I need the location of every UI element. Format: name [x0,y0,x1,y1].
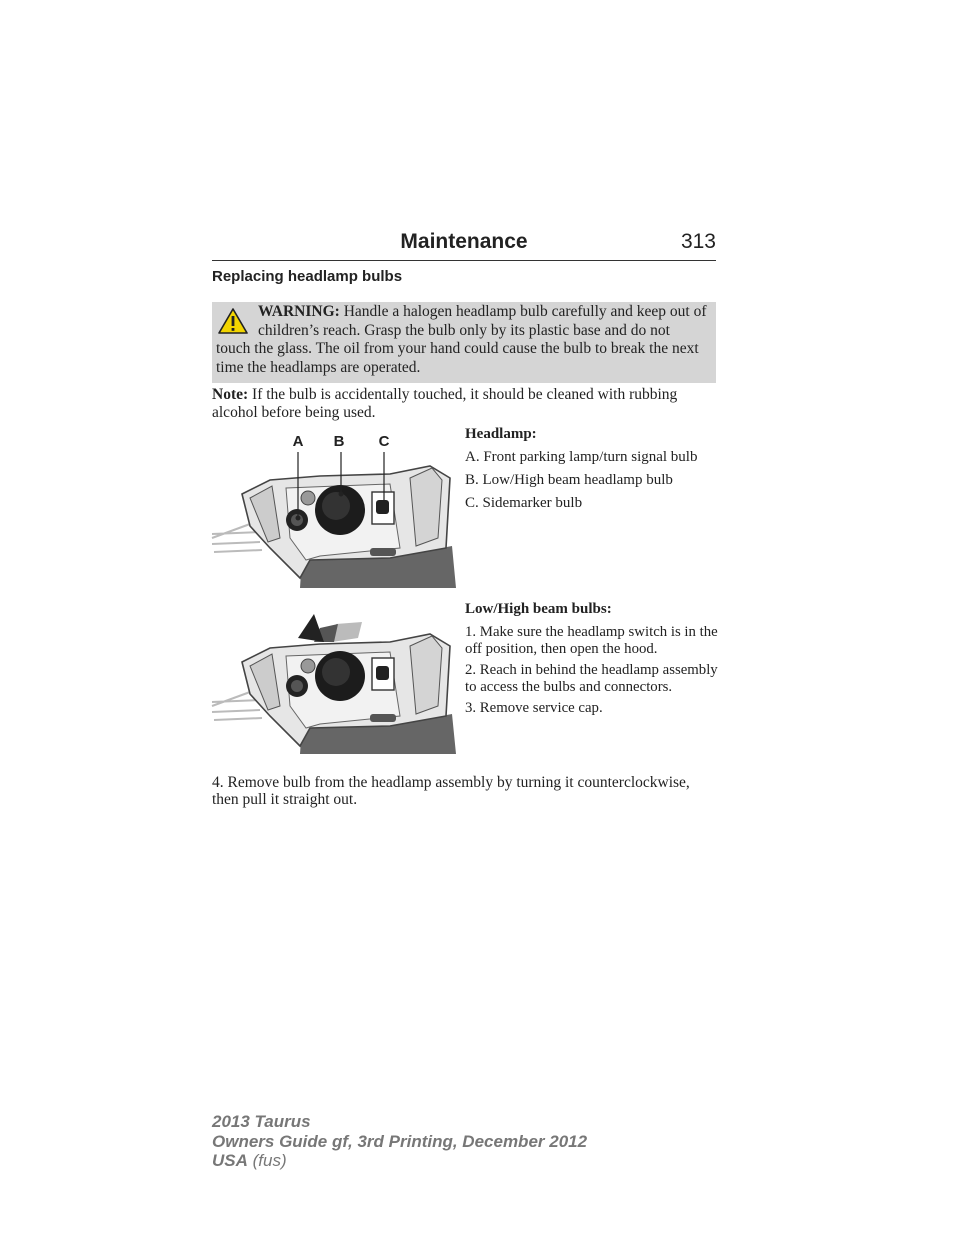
callout-label-c: C [378,433,390,450]
legend-item-b: B. Low/High beam headlamp bulb [465,472,673,488]
callout-label-b: B [333,433,345,450]
footer [212,1112,587,1171]
legend-item-a: A. Front parking lamp/turn signal bulb [465,449,698,465]
service-cap-removal-figure [210,612,456,754]
low-high-beam-steps [465,601,719,722]
footer-model: 2013 Taurus [212,1112,311,1131]
note [212,386,716,421]
warning-body: Handle a halogen headlamp bulb carefully and keep out of children’s reach. Grasp the bulb only by its plastic base and do not touch the glass. The oil from your hand could cause the bulb to break the next time the headlamps are operated. [216,303,707,376]
step-1: 1. Make sure the headlamp switch is in the off position, then open the hood. [465,624,718,657]
headlamp-heading: Headlamp: [465,426,537,442]
step-4: 4. Remove bulb from the headlamp assembly by turning it counterclockwise, then pull it straight out. [212,774,690,808]
page-header [212,228,716,261]
callout-label-a: A [292,433,304,450]
footer-region-code: USA [212,1151,248,1170]
footer-region [212,1151,587,1171]
note-label: Note: [212,386,249,403]
warning-label: WARNING: [258,303,340,320]
footer-region-suffix: (fus) [247,1151,287,1170]
page-number: 313 [680,230,716,253]
warning-box [212,302,716,383]
legend-item-c: C. Sidemarker bulb [465,495,583,511]
headlamp-legend [465,426,719,518]
warning-text [216,303,708,377]
note-text: If the bulb is accidentally touched, it should be cleaned with rubbing alcohol before being used. [212,386,678,421]
headlamp-bulb-locations-figure [210,428,456,588]
footer-guide: Owners Guide gf, 3rd Printing, December 2012 [212,1131,588,1151]
step-2: 2. Reach in behind the headlamp assembly to access the bulbs and connectors. [465,662,718,695]
low-high-heading: Low/High beam bulbs: [465,601,612,617]
chapter-title: Maintenance [400,230,528,253]
section-title: Replacing headlamp bulbs [212,268,403,285]
step-3: 3. Remove service cap. [465,700,603,716]
